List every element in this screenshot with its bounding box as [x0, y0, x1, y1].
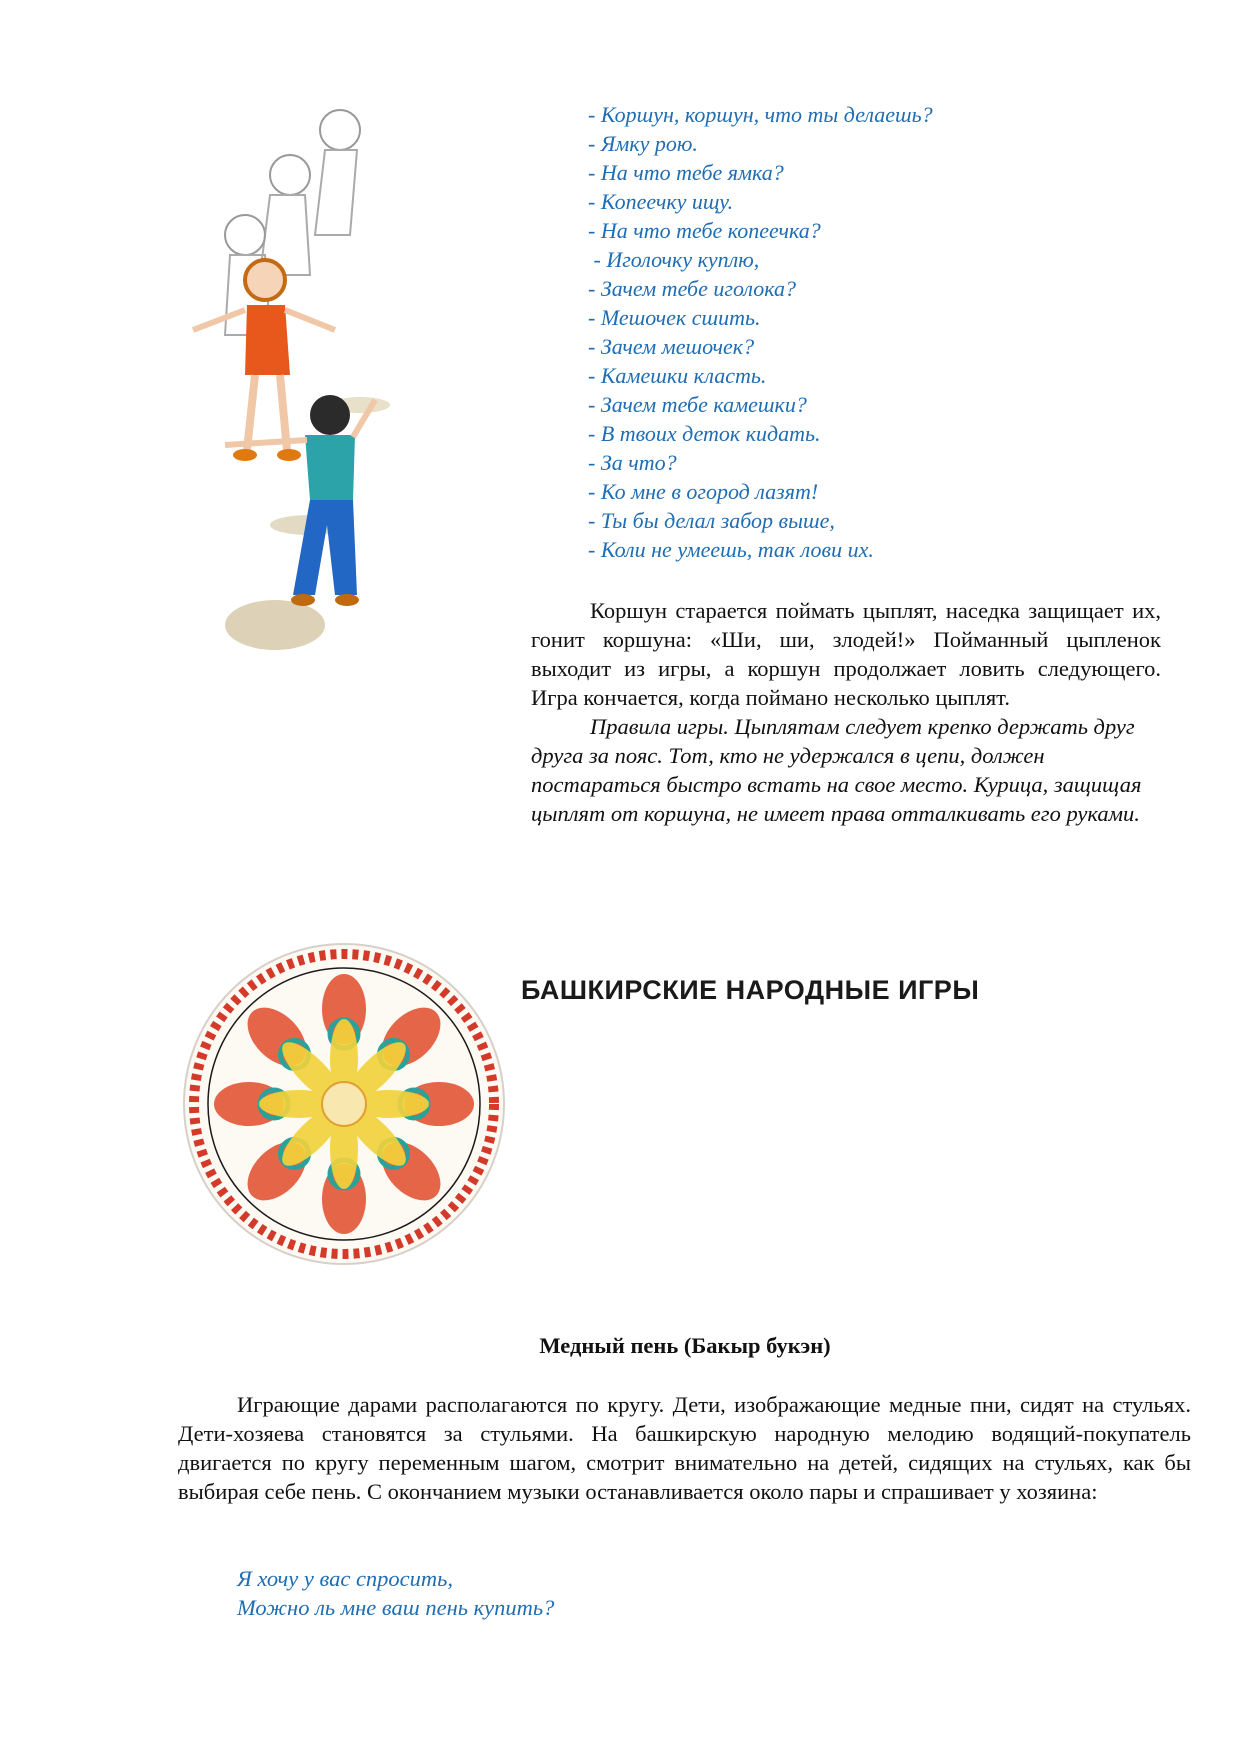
- dialogue-line: - Ты бы делал забор выше,: [588, 508, 835, 533]
- poem: [237, 1564, 554, 1622]
- dialogue-line: - На что тебе ямка?: [588, 160, 784, 185]
- dialogue-line: - Ямку рою.: [588, 131, 698, 156]
- dialogue-line: - Зачем тебе иголока?: [588, 276, 797, 301]
- game-description: Играющие дарами располагаются по кругу. Дети, изображающие медные пни, сидят на стульях. Дети-хозяева становятся за стульями. На башкирскую народную мелодию водящий-покупатель двигается по кругу переменным шагом, смотрит внимательно на детей, сидящих на стульях, как бы выбирая себе пень. С окончанием музыки останавливается около пары и спрашивает у хозяина:: [178, 1392, 1191, 1504]
- dialogue-line: - Иголочку куплю,: [588, 247, 760, 272]
- dialogue-line: - Копеечку ищу.: [588, 189, 734, 214]
- game-rules: Правила игры. Цыплятам следует крепко держать друг друга за пояс. Тот, кто не удержался в цепи, должен постараться быстро встать на свое место. Курица, защищая цыплят от коршуна, не имеет права отталкивать его руками.: [531, 714, 1142, 826]
- game-description-block: [531, 596, 1161, 828]
- poem-line: Можно ль мне ваш пень купить?: [237, 1595, 555, 1620]
- dialogue-line: - Ко мне в огород лазят!: [588, 479, 819, 504]
- game-title: Медный пень (Бакыр букэн): [539, 1333, 831, 1358]
- bashkir-ornament-mandala: [180, 940, 508, 1268]
- dialogue-line: - В твоих деток кидать.: [588, 421, 821, 446]
- dialogue-line: - Камешки класть.: [588, 363, 767, 388]
- game-description: Коршун старается поймать цыплят, наседка защищает их, гонит коршуна: «Ши, ши, злодей!» Пойманный цыпленок выходит из игры, а коршун продолжает ловить следующего. Игра кончается, когда поймано несколько цыплят.: [531, 598, 1161, 710]
- dialogue-line: - Коли не умеешь, так лови их.: [588, 537, 874, 562]
- dialogue-line: - За что?: [588, 450, 677, 475]
- dialogue-line: - Зачем тебе камешки?: [588, 392, 807, 417]
- children-playing-illustration: [185, 105, 435, 690]
- dialogue-line: - Коршун, коршун, что ты делаешь?: [588, 102, 933, 127]
- section-heading: БАШКИРСКИЕ НАРОДНЫЕ ИГРЫ: [521, 975, 980, 1005]
- dialogue-verse: [588, 100, 1148, 564]
- poem-line: Я хочу у вас спросить,: [237, 1566, 454, 1591]
- dialogue-line: - Зачем мешочек?: [588, 334, 755, 359]
- dialogue-line: - Мешочек сшить.: [588, 305, 761, 330]
- dialogue-line: - На что тебе копеечка?: [588, 218, 821, 243]
